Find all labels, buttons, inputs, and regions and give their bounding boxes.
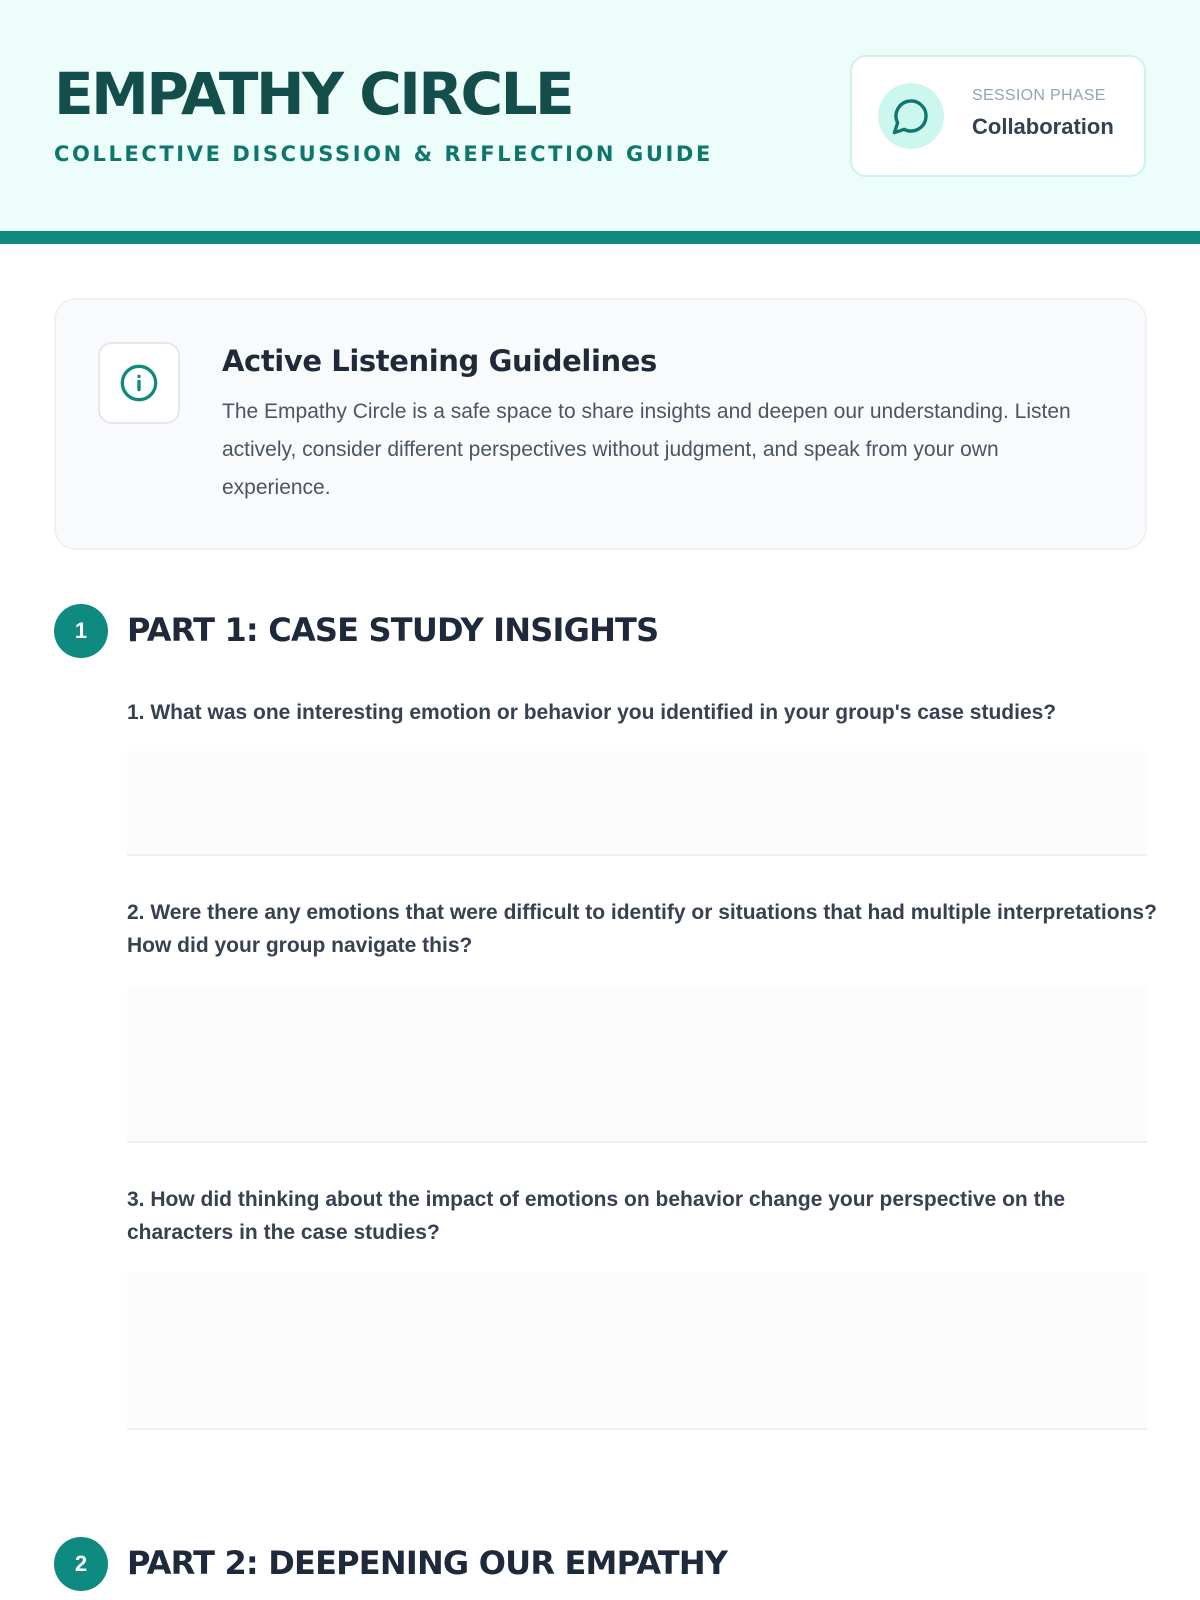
answer-area-2[interactable] — [127, 986, 1147, 1143]
answer-area-1[interactable] — [127, 751, 1147, 856]
session-phase-card — [850, 55, 1146, 177]
part-title: PART 1: CASE STUDY INSIGHTS — [127, 611, 659, 649]
guidelines-title: Active Listening Guidelines — [222, 344, 657, 378]
question-2: 2. Were there any emotions that were difficult to identify or situations that had multiple interpretations? How did your group navigate this? — [127, 901, 1157, 957]
session-phase-value: Collaboration — [972, 114, 1114, 139]
guidelines-card — [54, 298, 1147, 550]
page-title: EMPATHY CIRCLE — [54, 60, 573, 128]
header — [0, 0, 1200, 231]
part-title: PART 2: DEEPENING OUR EMPATHY — [127, 1544, 728, 1582]
part-number-badge: 1 — [54, 604, 108, 658]
info-icon — [98, 342, 180, 424]
answer-area-3[interactable] — [127, 1273, 1147, 1430]
part-number-badge: 2 — [54, 1537, 108, 1591]
question-1: 1. What was one interesting emotion or behavior you identified in your group's case studies? — [127, 701, 1057, 724]
header-divider — [0, 231, 1200, 244]
guidelines-text: The Empathy Circle is a safe space to share insights and deepen our understanding. Listen actively, consider different perspectives without judgment, and speak from your own experience. — [222, 400, 1071, 499]
session-phase-label: SESSION PHASE — [972, 87, 1106, 104]
question-3: 3. How did thinking about the impact of emotions on behavior change your perspective on the characters in the case studies? — [127, 1188, 1066, 1244]
page-subtitle: COLLECTIVE DISCUSSION & REFLECTION GUIDE — [54, 142, 713, 166]
chat-bubble-icon — [878, 83, 944, 149]
